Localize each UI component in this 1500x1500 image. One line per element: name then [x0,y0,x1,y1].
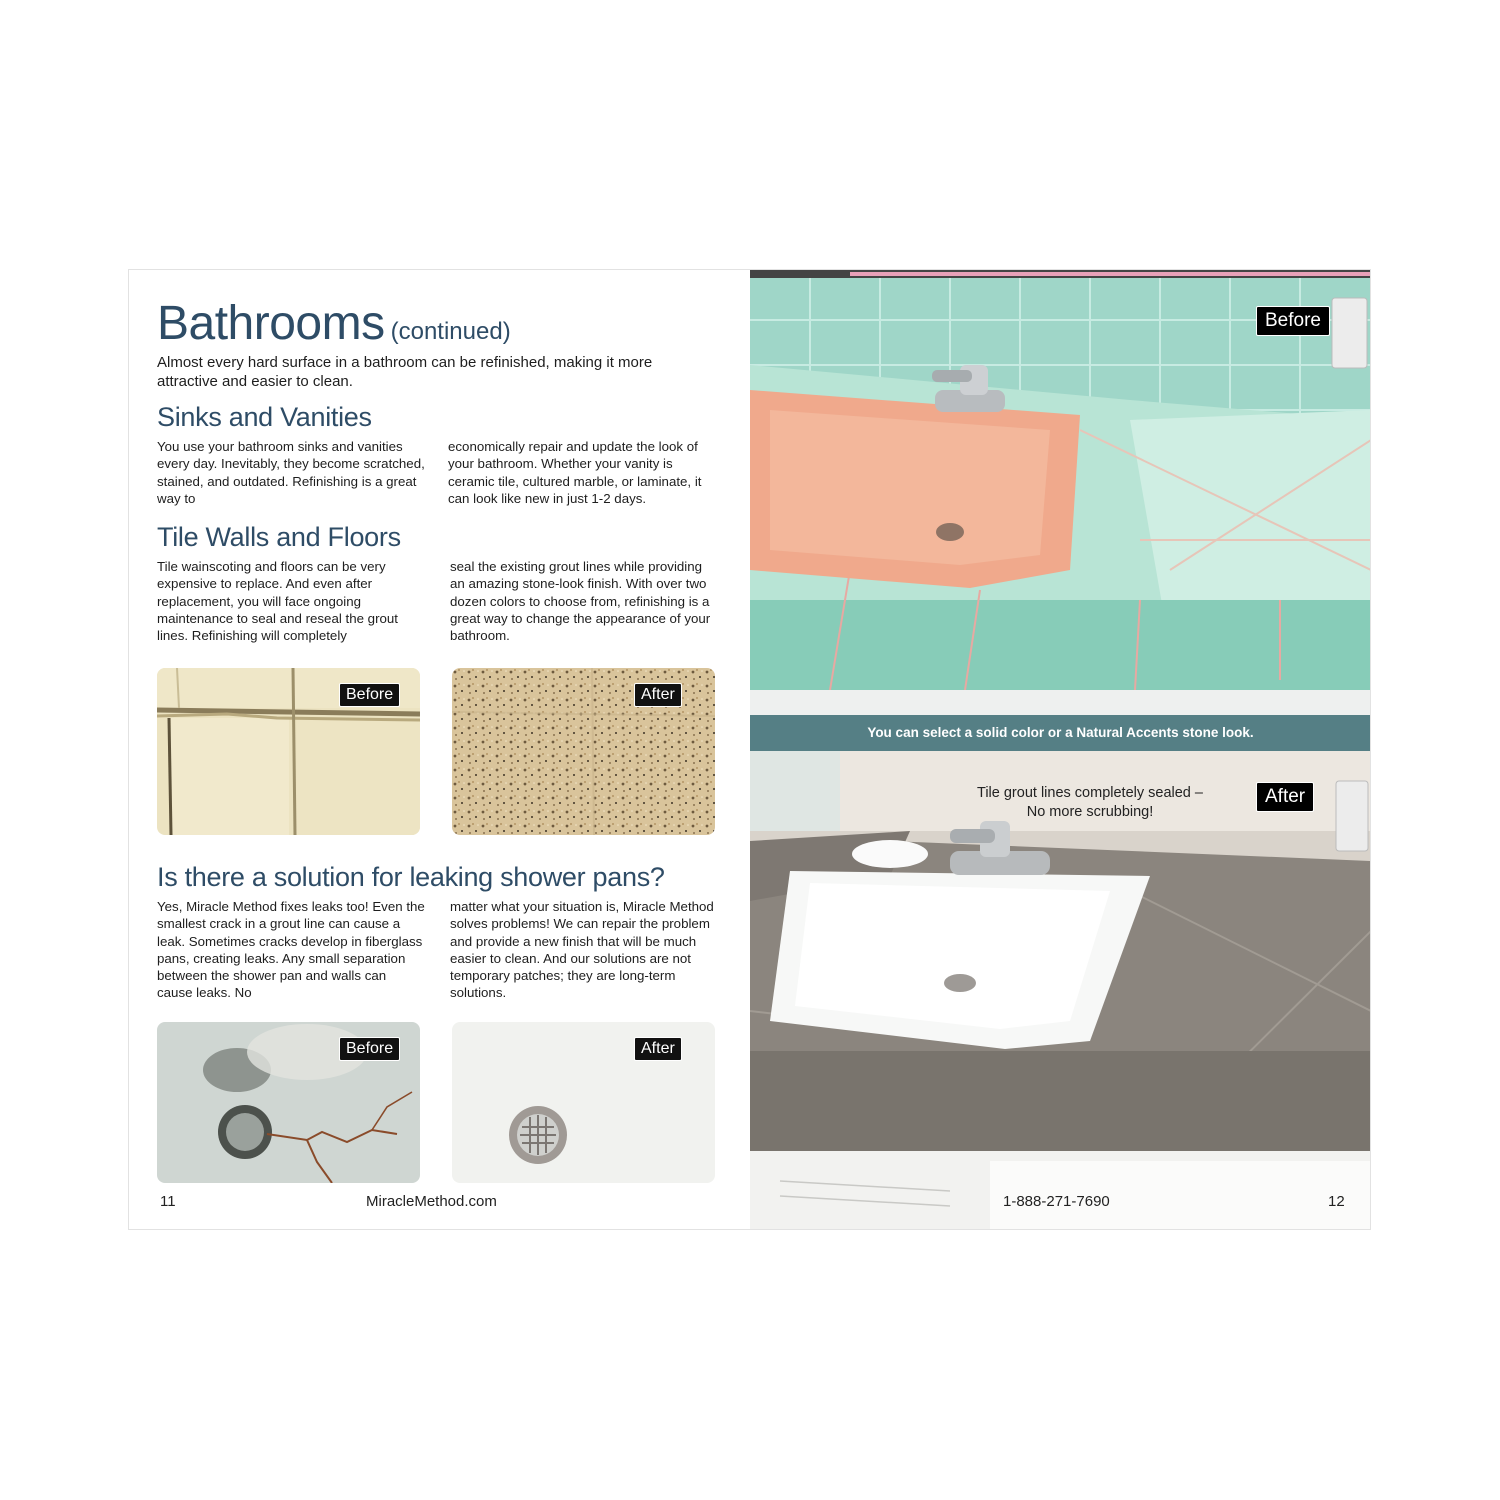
after-note: Tile grout lines completely sealed – No more scrubbing! [977,785,1203,820]
intro-text: Almost every hard surface in a bathroom can be refinished, making it more attractive and easier to clean. [157,354,653,390]
brochure-spread [128,269,1371,1230]
after-tag-2: After [634,1037,682,1061]
vanity-before-image [750,270,1371,715]
tile-before-photo [157,668,420,835]
tile-col2: seal the existing grout lines while providing an amazing stone-look finish. With over two dozen colors to choose from, refinishing is a great way to change the appearance of your bathroom. [450,559,711,644]
page-number-right: 12 [1328,1193,1345,1210]
caption-bar: You can select a solid color or a Natural Accents stone look. [750,715,1371,751]
phone-number[interactable]: 1-888-271-7690 [1003,1193,1110,1210]
sinks-col2: economically repair and update the look of your bathroom. Whether your vanity is ceramic tile, cultured marble, or laminate, it can look like new in just 1-2 days. [448,439,702,506]
vanity-after-photo [750,751,1371,1229]
title-suffix: (continued) [390,318,511,345]
shower-before-photo [157,1022,420,1183]
after-tag: After [634,683,682,707]
page-number-left: 11 [160,1193,176,1210]
before-tag-2: Before [339,1037,400,1061]
page-title [157,296,511,351]
heading-tile-walls-floors: Tile Walls and Floors [157,522,401,552]
vanity-before-photo [750,270,1371,715]
tile-after-photo [452,668,715,835]
right-page [750,270,1371,1229]
shower-col1: Yes, Miracle Method fixes leaks too! Even the smallest crack in a grout line can cause a leak. Sometimes cracks develop in fiberglass pans, creating leaks. Any small separation between the shower pan and walls can cause leaks. No [157,899,425,1001]
shower-after-photo [452,1022,715,1183]
before-tag-large: Before [1256,306,1330,336]
shower-col2: matter what your situation is, Miracle Method solves problems! We can repair the problem and provide a new finish that will be much easier to clean. And our solutions are not temporary patches; they are long-term solutions. [450,899,714,1001]
before-tag: Before [339,683,400,707]
website-link[interactable]: MiracleMethod.com [366,1193,497,1210]
after-tag-large: After [1256,782,1314,812]
heading-shower-pans: Is there a solution for leaking shower pans? [157,862,665,892]
title-main: Bathrooms [157,297,385,350]
tile-col1: Tile wainscoting and floors can be very expensive to replace. And even after replacement, you will face ongoing maintenance to seal and reseal the grout lines. Refinishing will completely [157,559,398,644]
sinks-col1: You use your bathroom sinks and vanities every day. Inevitably, they become scratched, stained, and outdated. Refinishing is a great way to [157,439,425,506]
vanity-after-image [750,751,1371,1229]
heading-sinks-vanities: Sinks and Vanities [157,402,372,432]
left-page [129,270,750,1229]
